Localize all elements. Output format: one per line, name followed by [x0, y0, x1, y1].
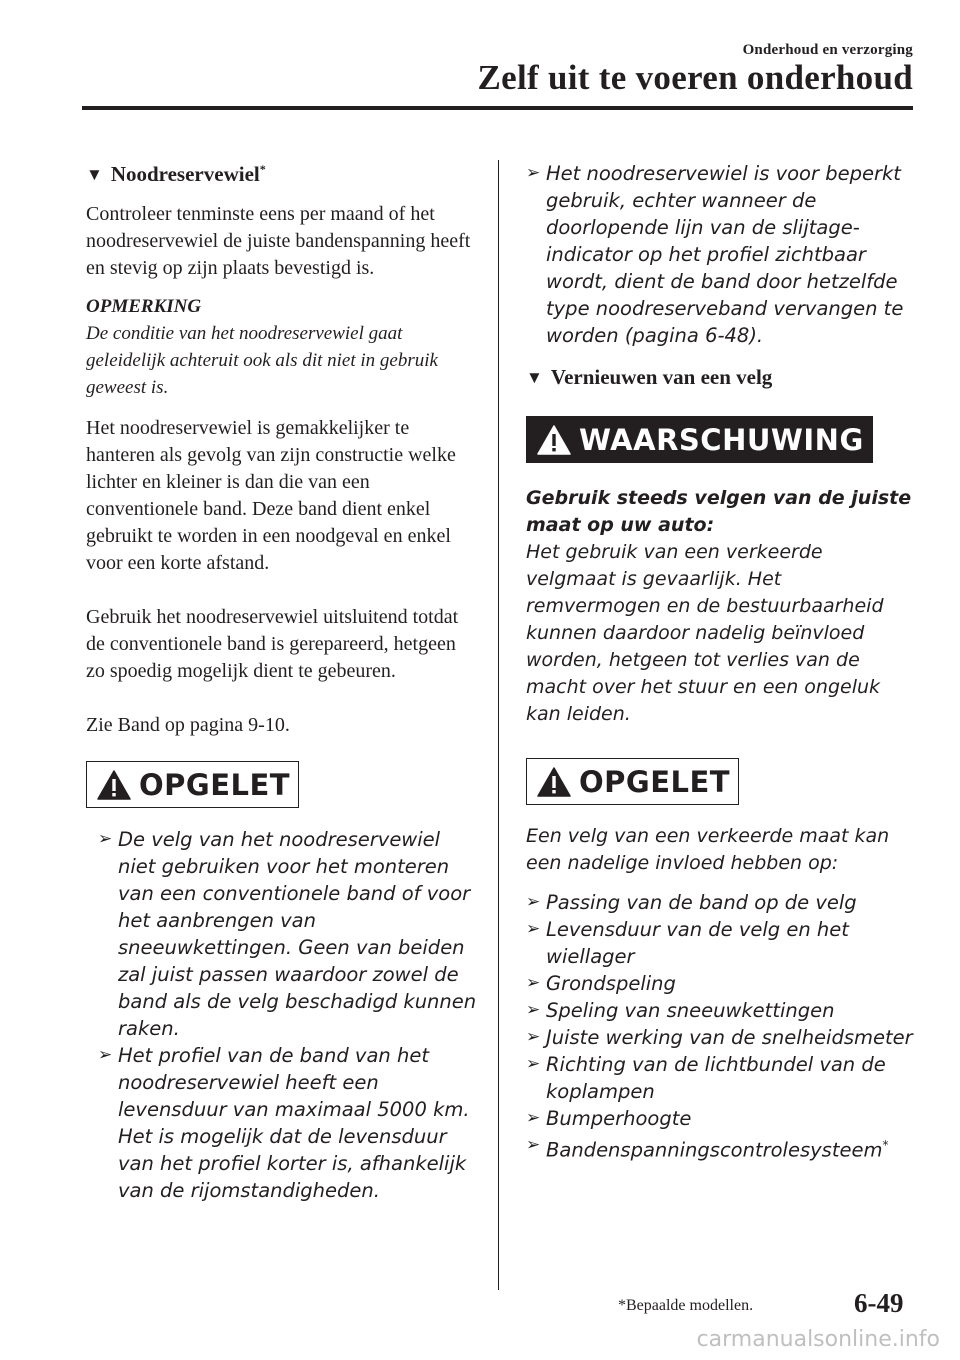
- section-title: Onderhoud en verzorging: [742, 42, 913, 58]
- arrow-bullet-icon: ➢: [98, 1045, 113, 1065]
- caution-label: OPGELET: [579, 764, 731, 799]
- heading-text: Vernieuwen van een velg: [550, 365, 773, 389]
- list-item: ➢ Het noodreservewiel is voor beperkt gebruik, echter wanneer de doorlopende lijn van de slijtage-indicator op het profiel zichtbaar wordt, dient de band door hetzelfde type noodreserveband vervangen te worden (pagina 6-48).: [526, 162, 904, 347]
- left-column: [86, 162, 478, 1204]
- list-item: ➢ Bumperhoogte: [526, 1107, 692, 1130]
- arrow-bullet-icon: ➢: [526, 1108, 541, 1128]
- list-item: ➢ De velg van het noodreservewiel niet gebruiken voor het monteren van een conventionele band of voor het aanbrengen van sneeuwkettingen. Geen van beiden zal juist passen waardoor zowel de band als de velg beschadigd kunnen raken.: [98, 828, 477, 1040]
- arrow-bullet-icon: ➢: [526, 1054, 541, 1074]
- column-divider: [498, 160, 499, 1290]
- warning-box: [526, 416, 873, 463]
- right-column: [526, 160, 918, 1164]
- warning-label: WAARSCHUWING: [579, 422, 864, 457]
- warning-icon: [537, 425, 571, 455]
- list-item: ➢ Levensduur van de velg en het wiellager: [526, 918, 849, 968]
- heading-text: Noodreservewiel: [110, 162, 260, 186]
- note-title: OPMERKING: [86, 296, 202, 317]
- footer-note: *Bepaalde modellen.: [618, 1297, 754, 1314]
- arrow-bullet-icon: ➢: [526, 973, 541, 993]
- paragraph: Gebruik het noodreservewiel uitsluitend totdat de conventionele band is gerepareerd, hetgeen zo spoedig mogelijk dient te gebeuren.: [86, 606, 459, 682]
- triangle-down-icon: ▼: [526, 368, 543, 387]
- list-item: ➢ Het profiel van de band van het noodreservewiel heeft een levensduur van maximaal 5000 km. Het is mogelijk dat de levensduur van het profiel korter is, afhankelijk van de rijomstandigheden.: [98, 1044, 470, 1202]
- paragraph: Het noodreservewiel is gemakkelijker te hanteren als gevolg van zijn constructie welke lichter en kleiner is dan die van een conventionele band. Deze band dient enkel gebruikt te worden in een noodgeval en enkel voor een korte afstand.: [86, 417, 456, 574]
- list-item: ➢ Richting van de lichtbundel van de koplampen: [526, 1053, 886, 1103]
- arrow-bullet-icon: ➢: [526, 1135, 541, 1155]
- arrow-bullet-icon: ➢: [526, 919, 541, 939]
- page-number: 6-49: [854, 1288, 904, 1318]
- paragraph: Controleer tenminste eens per maand of het noodreservewiel de juiste bandenspanning heeft en stevig op zijn plaats bevestigd is.: [86, 203, 471, 279]
- header-rule: [82, 106, 913, 110]
- watermark: carmanualsonline.info: [696, 1327, 940, 1352]
- section-heading-spare-wheel: [86, 162, 478, 187]
- arrow-bullet-icon: ➢: [526, 163, 541, 183]
- arrow-bullet-icon: ➢: [526, 892, 541, 912]
- warning-title: Gebruik steeds velgen van de juiste maat op uw auto:: [526, 487, 912, 536]
- heading-asterisk: *: [259, 162, 266, 176]
- list-item: ➢ Bandenspanningscontrolesysteem*: [526, 1132, 918, 1164]
- list-item: ➢ Grondspeling: [526, 972, 676, 995]
- arrow-bullet-icon: ➢: [526, 1027, 541, 1047]
- list-item: ➢ Speling van sneeuwkettingen: [526, 999, 835, 1022]
- caution-box: [86, 761, 299, 808]
- caution-intro: Een velg van een verkeerde maat kan een nadelige invloed hebben op:: [526, 825, 890, 874]
- page-title: Zelf uit te voeren onderhoud: [477, 58, 913, 97]
- list-item: ➢ Passing van de band op de velg: [526, 891, 857, 914]
- arrow-bullet-icon: ➢: [98, 829, 113, 849]
- caution-list-continued: [526, 160, 918, 349]
- arrow-bullet-icon: ➢: [526, 1000, 541, 1020]
- section-heading-wheel-replacement: [526, 365, 918, 390]
- list-item: ➢ Juiste werking van de snelheidsmeter: [526, 1026, 913, 1049]
- caution-list: [526, 889, 918, 1164]
- warning-icon: [97, 770, 131, 800]
- asterisk-mark: *: [882, 1138, 889, 1152]
- note-body: De conditie van het noodreservewiel gaat geleidelijk achteruit ook als dit niet in gebruik geweest is.: [86, 323, 438, 398]
- paragraph: Zie Band op pagina 9-10.: [86, 714, 290, 736]
- caution-label: OPGELET: [139, 767, 291, 802]
- warning-body: Het gebruik van een verkeerde velgmaat is gevaarlijk. Het remvermogen en de bestuurbaarheid kunnen daardoor nadelig beïnvloed worden, hetgeen tot verlies van de macht over het stuur en een ongeluk kan leiden.: [526, 541, 884, 725]
- caution-box: [526, 758, 739, 805]
- warning-icon: [537, 767, 571, 797]
- caution-list: [98, 826, 478, 1204]
- triangle-down-icon: ▼: [86, 165, 103, 184]
